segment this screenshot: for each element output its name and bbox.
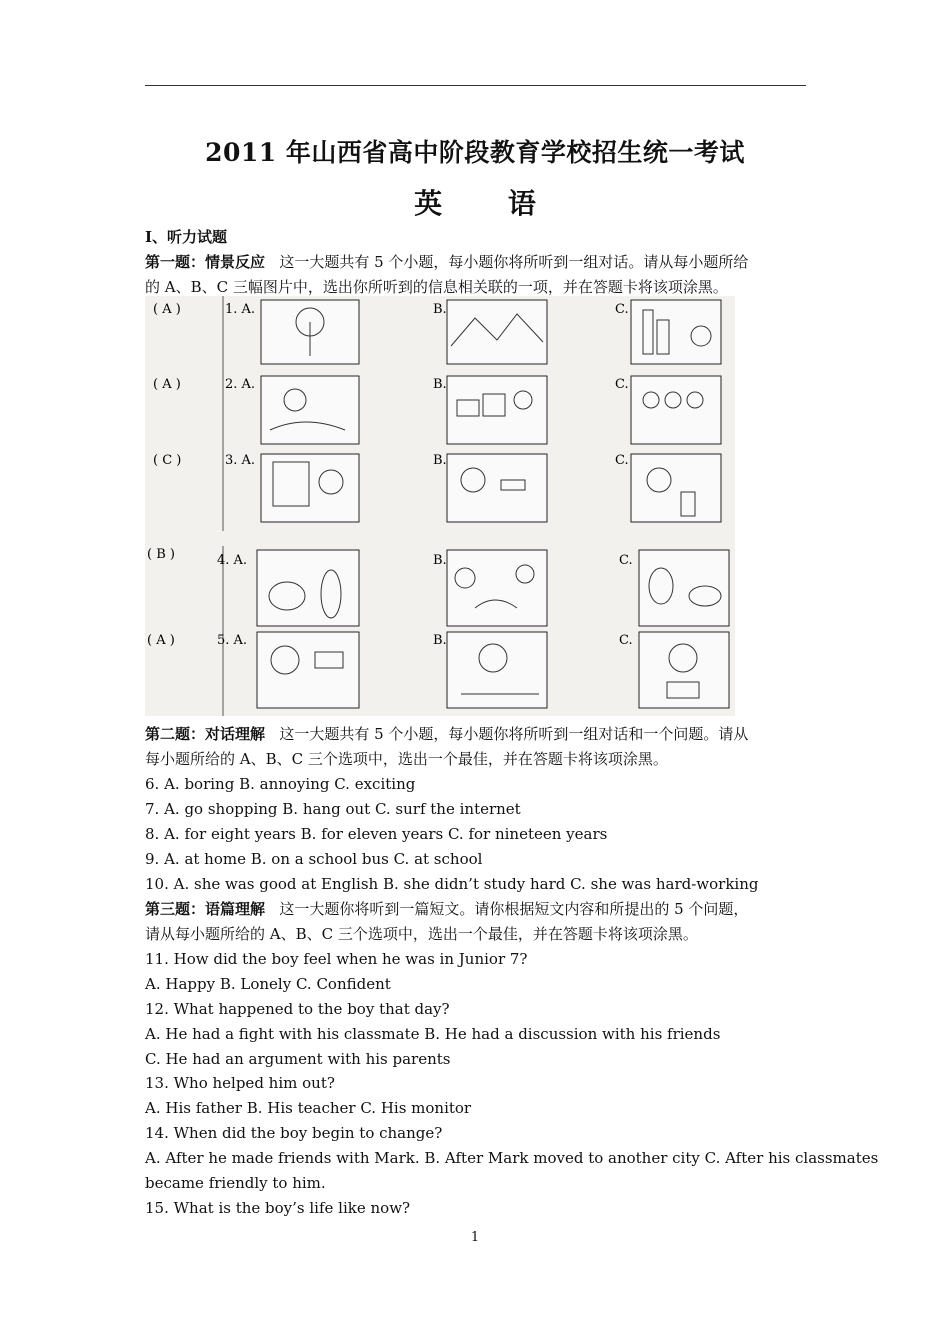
q2-picture-c	[631, 376, 721, 444]
q15-question: 15. What is the boy’s life like now?	[145, 1199, 411, 1217]
q9-options: 9. A. at home B. on a school bus C. at school	[145, 850, 483, 868]
q10-options: 10. A. she was good at English B. she didn’t study hard C. she was hard-working	[145, 875, 759, 893]
part3-label: 第三题：语篇理解	[145, 900, 266, 918]
q14-options: A. After he made friends with Mark. B. After Mark moved to another city C. After his classmates	[145, 1149, 879, 1167]
q13-options: A. His father B. His teacher C. His monitor	[145, 1099, 472, 1117]
q2-label: 2. A.	[225, 377, 256, 392]
q1-label-c: C.	[615, 302, 629, 317]
q2-mark: ( A )	[153, 377, 181, 392]
q3-label-b: B.	[433, 453, 447, 468]
q1-picture-b	[447, 300, 547, 364]
q11-options: A. Happy B. Lonely C. Confident	[145, 975, 391, 993]
part3-instructions	[145, 897, 810, 922]
q3-picture-c	[631, 454, 721, 522]
q5-label-b: B.	[433, 633, 447, 648]
q5-label: 5. A.	[217, 633, 248, 648]
q4-label-c: C.	[619, 553, 633, 568]
q14-options-cont: became friendly to him.	[145, 1174, 326, 1192]
q2-picture-b	[447, 376, 547, 444]
q12-option-c: C. He had an argument with his parents	[145, 1050, 451, 1068]
q8-options: 8. A. for eight years B. for eleven years C. for nineteen years	[145, 825, 608, 843]
q4-label-b: B.	[433, 553, 447, 568]
part1-instr-line1: 这一大题共有 5 个小题，每小题你将所听到一组对话。请从每小题所给	[279, 253, 749, 271]
part2-instructions	[145, 722, 810, 747]
exam-title: 2011 年山西省高中阶段教育学校招生统一考试	[205, 138, 745, 167]
q5-picture-b	[447, 632, 547, 708]
q13-question: 13. Who helped him out?	[145, 1074, 335, 1092]
part1-instr-line2: 的 A、B、C 三幅图片中，选出你所听到的信息相关联的一项，并在答题卡将该项涂黑。	[145, 278, 728, 296]
q5-label-c: C.	[619, 633, 633, 648]
part1-instructions	[145, 250, 810, 275]
q12-question: 12. What happened to the boy that day?	[145, 1000, 450, 1018]
q5-mark: ( A )	[147, 633, 175, 648]
part2-label: 第二题：对话理解	[145, 725, 266, 743]
q7-options: 7. A. go shopping B. hang out C. surf the internet	[145, 800, 521, 818]
q3-picture-a	[261, 454, 359, 522]
q1-label-b: B.	[433, 302, 447, 317]
part2-instr-line2: 每小题所给的 A、B、C 三个选项中，选出一个最佳，并在答题卡将该项涂黑。	[145, 750, 668, 768]
q3-label-c: C.	[615, 453, 629, 468]
q2-label-b: B.	[433, 377, 447, 392]
q5-picture-a	[257, 632, 359, 708]
q1-mark: ( A )	[153, 302, 181, 317]
part3-instr-line1: 这一大题你将听到一篇短文。请你根据短文内容和所提出的 5 个问题，	[279, 900, 749, 918]
q3-mark: ( C )	[153, 453, 182, 468]
q3-picture-b	[447, 454, 547, 522]
part3-instr-line2: 请从每小题所给的 A、B、C 三个选项中，选出一个最佳，并在答题卡将该项涂黑。	[145, 925, 698, 943]
q11-question: 11. How did the boy feel when he was in Junior 7?	[145, 950, 528, 968]
q3-label: 3. A.	[225, 453, 256, 468]
q14-question: 14. When did the boy begin to change?	[145, 1124, 443, 1142]
part2-instr-line1: 这一大题共有 5 个小题，每小题你将所听到一组对话和一个问题。请从	[279, 725, 749, 743]
q5-picture-c	[639, 632, 729, 708]
section-heading: I、听力试题	[145, 228, 228, 246]
q1-label: 1. A.	[225, 302, 256, 317]
subject-title: 英 语	[414, 187, 564, 220]
q4-mark: ( B )	[147, 547, 175, 562]
q6-options: 6. A. boring B. annoying C. exciting	[145, 775, 416, 793]
q2-picture-a	[261, 376, 359, 444]
header-rule	[145, 85, 806, 86]
picture-questions-figure	[145, 296, 735, 716]
part1-label: 第一题：情景反应	[145, 253, 266, 271]
q4-label: 4. A.	[217, 553, 248, 568]
q2-label-c: C.	[615, 377, 629, 392]
q12-options-ab: A. He had a fight with his classmate B. He had a discussion with his friends	[145, 1025, 721, 1043]
page-number: 1	[470, 1230, 480, 1245]
